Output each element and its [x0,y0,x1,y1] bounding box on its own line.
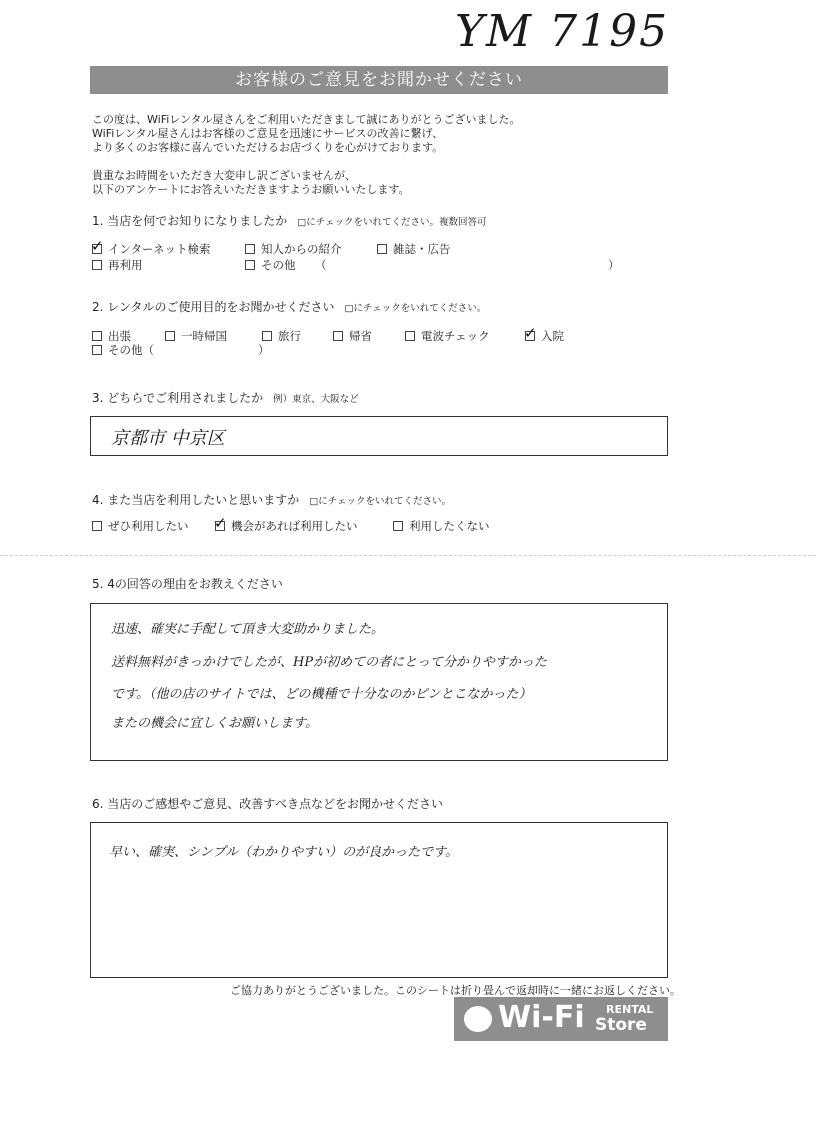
question-2-title: 2. レンタルのご使用目的をお聞かせください [92,300,335,314]
intro-line: WiFiレンタル屋さんはお客様のご意見を迅速にサービスの改善に繋げ、 [92,127,444,140]
q1-option-internet[interactable]: ✓インターネット検索 [92,241,210,257]
checkbox-checked[interactable] [525,331,535,341]
checkbox[interactable] [333,331,343,341]
checkbox[interactable] [262,331,272,341]
question-2-note: □にチェックをいれてください。 [344,303,487,314]
question-3-title: 3. どちらでご利用されましたか [92,391,264,405]
checkbox[interactable] [245,260,255,270]
checkbox-checked[interactable] [92,244,102,254]
question-6-title: 6. 当店のご感想やご意見、改善すべき点などをお聞かせください [92,797,444,811]
question-1-heading [92,212,486,229]
q2-option-other[interactable]: その他（ [92,342,154,358]
q5-answer-box[interactable] [90,603,668,761]
intro-line: この度は、WiFiレンタル屋さんをご利用いただきまして誠にありがとうございました。 [92,113,521,126]
fold-line [0,555,816,556]
intro-line: より多くのお客様に喜んでいただけるお店づくりを心がけております。 [92,141,444,154]
wifi-rental-store-logo [454,997,668,1041]
checkbox[interactable] [92,260,102,270]
checkbox[interactable] [92,331,102,341]
q1-other-open-paren: （ [315,258,327,272]
footer-note: ご協力ありがとうございました。このシートは折り畳んで返却時に一緒にお返しください。 [230,984,681,997]
intro-text [92,113,521,197]
q5-handwritten-line: またの機会に宜しくお願いします。 [111,716,318,731]
q5-handwritten-line: です。（他の店のサイトでは、どの機種で十分なのかピンとこなかった） [111,687,532,702]
q6-answer-box[interactable] [90,822,668,978]
logo-store-text: Store [595,1015,647,1035]
question-3-example: 例）東京、大阪など [273,394,359,405]
q2-option-temporary-return[interactable]: 一時帰国 [165,328,227,344]
q5-handwritten-line: 送料無料がきっかけでしたが、HPが初めての者にとって分かりやすかった [111,655,547,670]
checkbox[interactable] [393,521,403,531]
q5-handwritten-line: 迅速、確実に手配して頂き大変助かりました。 [111,622,385,637]
checkbox[interactable] [405,331,415,341]
question-5-heading [92,575,283,592]
question-4-note: □にチェックをいれてください。 [309,496,451,507]
question-1-note: □にチェックをいれてください。複数回答可 [297,217,487,228]
q4-option-if-opportunity[interactable]: ✓ 機会があれば利用したい [215,518,358,534]
q1-option-referral[interactable]: 知人からの紹介 [245,241,342,257]
intro-line: 以下のアンケートにお答えいただきますようお願いいたします。 [92,183,410,196]
q6-handwritten-answer: 早い、確実、シンプル（わかりやすい）のが良かったです。 [109,845,459,860]
checkbox[interactable] [377,244,387,254]
mascot-icon [464,1006,492,1032]
q4-option-no[interactable]: 利用したくない [393,518,490,534]
q1-option-magazine[interactable]: 雑誌・広告 [377,241,451,257]
q2-option-hospitalization[interactable]: ✓ 入院 [525,328,564,344]
checkbox-checked[interactable] [215,521,225,531]
q1-option-other[interactable]: その他 [245,257,296,273]
question-6-heading [92,795,443,812]
q2-option-business-trip[interactable]: 出張 [92,328,131,344]
checkbox[interactable] [245,244,255,254]
survey-title-banner [90,66,668,94]
q2-option-homecoming[interactable]: 帰省 [333,328,372,344]
survey-title: お客様のご意見をお聞かせください [235,70,523,90]
checkbox[interactable] [92,345,102,355]
question-3-heading [92,389,359,406]
q1-other-close-paren: ） [608,258,620,272]
question-1-title: 1. 当店を何でお知りになりましたか [92,214,288,228]
question-4-heading [92,491,451,508]
handwritten-document-id: YM 7195 [455,6,670,57]
question-5-title: 5. 4の回答の理由をお教えください [92,577,283,591]
checkbox[interactable] [92,521,102,531]
q3-handwritten-answer: 京都市 中京区 [111,428,225,449]
checkbox[interactable] [165,331,175,341]
q4-option-definitely[interactable]: ぜひ利用したい [92,518,189,534]
q3-answer-box[interactable] [90,416,668,456]
q2-option-travel[interactable]: 旅行 [262,328,301,344]
q2-option-signal-check[interactable]: 電波チェック [405,328,490,344]
question-2-heading [92,298,486,315]
question-4-title: 4. また当店を利用したいと思いますか [92,493,300,507]
logo-rental-text: RENTAL [606,1003,654,1016]
q2-other-close-paren: ） [258,343,270,357]
intro-line: 貴重なお時間をいただき大変申し訳ございませんが、 [92,169,356,182]
q1-option-reuse[interactable]: 再利用 [92,257,143,273]
logo-wifi-text: Wi-Fi [498,1000,585,1035]
